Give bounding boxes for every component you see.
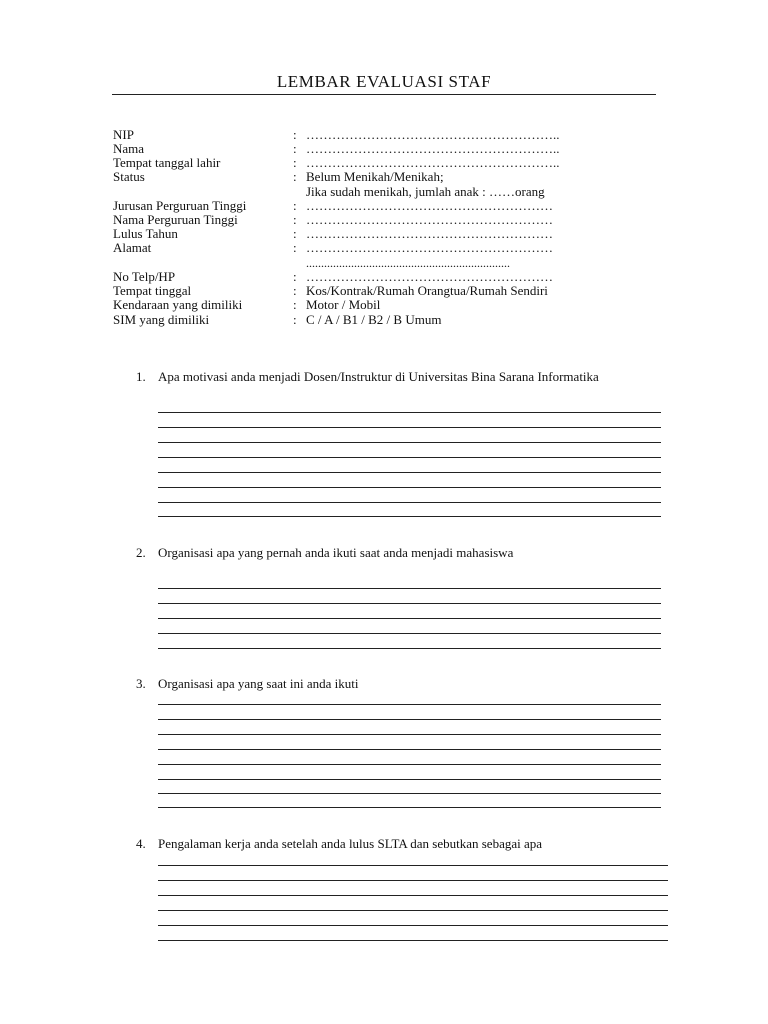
- field-label: Lulus Tahun: [113, 226, 178, 241]
- question-number: 3.: [136, 676, 146, 691]
- field-label: Tempat tanggal lahir: [113, 155, 221, 170]
- field-label: SIM yang dimiliki: [113, 312, 210, 327]
- answer-line[interactable]: [158, 502, 661, 503]
- answer-line[interactable]: [158, 764, 661, 765]
- answer-line[interactable]: [158, 704, 661, 705]
- answer-line[interactable]: [158, 895, 668, 896]
- field-value[interactable]: C / A / B1 / B2 / B Umum: [306, 312, 442, 327]
- field-colon: :: [293, 141, 297, 156]
- question-text: Organisasi apa yang saat ini anda ikuti: [158, 676, 359, 691]
- title-underline: [112, 94, 656, 95]
- field-value[interactable]: …………………………………………………: [306, 198, 553, 213]
- field-value[interactable]: …………………………………………………: [306, 240, 553, 255]
- answer-line[interactable]: [158, 603, 661, 604]
- answer-line[interactable]: [158, 749, 661, 750]
- field-colon: :: [293, 155, 297, 170]
- alamat-second-line[interactable]: ....................................................................: [306, 256, 510, 270]
- field-value[interactable]: …………………………………………………: [306, 269, 553, 284]
- field-label: Alamat: [113, 240, 152, 255]
- field-colon: :: [293, 169, 297, 184]
- field-value[interactable]: …………………………………………………: [306, 226, 553, 241]
- field-colon: :: [293, 283, 297, 298]
- field-label: Kendaraan yang dimiliki: [113, 297, 243, 312]
- field-value[interactable]: Belum Menikah/Menikah;: [306, 169, 444, 184]
- field-value[interactable]: …………………………………………………..: [306, 155, 560, 170]
- answer-line[interactable]: [158, 807, 661, 808]
- field-colon: :: [293, 312, 297, 327]
- field-label: NIP: [113, 127, 134, 142]
- answer-line[interactable]: [158, 940, 668, 941]
- status-children-count[interactable]: Jika sudah menikah, jumlah anak : ……orang: [306, 184, 545, 199]
- answer-line[interactable]: [158, 472, 661, 473]
- question-text: Pengalaman kerja anda setelah anda lulus SLTA dan sebutkan sebagai apa: [158, 836, 543, 851]
- answer-line[interactable]: [158, 910, 668, 911]
- answer-line[interactable]: [158, 779, 661, 780]
- answer-line[interactable]: [158, 427, 661, 428]
- answer-line[interactable]: [158, 880, 668, 881]
- field-value[interactable]: Kos/Kontrak/Rumah Orangtua/Rumah Sendiri: [306, 283, 548, 298]
- answer-line[interactable]: [158, 648, 661, 649]
- form-title: LEMBAR EVALUASI STAF: [276, 72, 492, 91]
- field-colon: :: [293, 240, 297, 255]
- answer-line[interactable]: [158, 719, 661, 720]
- answer-line[interactable]: [158, 412, 661, 413]
- field-colon: :: [293, 297, 297, 312]
- answer-line[interactable]: [158, 487, 661, 488]
- answer-line[interactable]: [158, 457, 661, 458]
- answer-line[interactable]: [158, 588, 661, 589]
- question-number: 2.: [136, 545, 146, 560]
- field-label: No Telp/HP: [113, 269, 176, 284]
- answer-line[interactable]: [158, 734, 661, 735]
- field-label: Nama Perguruan Tinggi: [113, 212, 238, 227]
- field-colon: :: [293, 127, 297, 142]
- answer-line[interactable]: [158, 793, 661, 794]
- answer-line[interactable]: [158, 618, 661, 619]
- field-colon: :: [293, 198, 297, 213]
- answer-line[interactable]: [158, 442, 661, 443]
- answer-line[interactable]: [158, 925, 668, 926]
- question-text: Organisasi apa yang pernah anda ikuti saat anda menjadi mahasiswa: [158, 545, 514, 560]
- question-text: Apa motivasi anda menjadi Dosen/Instruktur di Universitas Bina Sarana Informatika: [158, 369, 599, 384]
- field-colon: :: [293, 269, 297, 284]
- answer-line[interactable]: [158, 865, 668, 866]
- field-label: Nama: [113, 141, 145, 156]
- field-colon: :: [293, 212, 297, 227]
- field-value[interactable]: Motor / Mobil: [306, 297, 381, 312]
- field-label: Tempat tinggal: [113, 283, 192, 298]
- question-number: 1.: [136, 369, 146, 384]
- question-number: 4.: [136, 836, 146, 851]
- field-value[interactable]: …………………………………………………..: [306, 141, 560, 156]
- field-value[interactable]: …………………………………………………: [306, 212, 553, 227]
- answer-line[interactable]: [158, 516, 661, 517]
- field-value[interactable]: …………………………………………………..: [306, 127, 560, 142]
- field-colon: :: [293, 226, 297, 241]
- answer-line[interactable]: [158, 633, 661, 634]
- field-label: Jurusan Perguruan Tinggi: [113, 198, 247, 213]
- field-label: Status: [113, 169, 145, 184]
